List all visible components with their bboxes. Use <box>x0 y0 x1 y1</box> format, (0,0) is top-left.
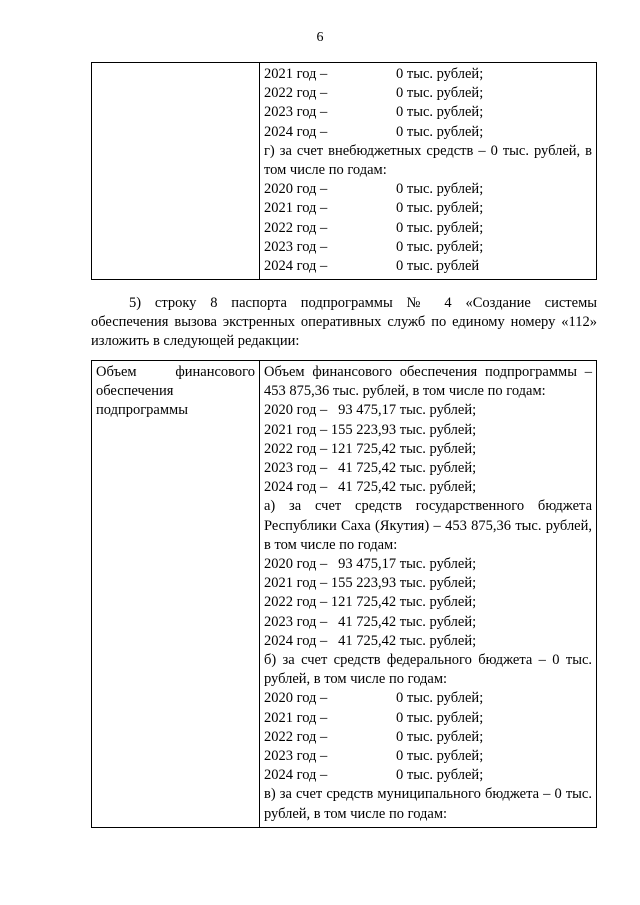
page-number: 6 <box>316 30 324 45</box>
municipal-budget-text: в) за счет средств муниципального бюджета – 0 тыс. рублей, в том числе по годам: <box>263 786 592 822</box>
amendment-paragraph <box>91 294 597 352</box>
extrabudget-sources-text: г) за счет внебюджетных средств – 0 тыс. рублей, в том числе по годам: <box>263 142 592 179</box>
year-line: 2020 год – 0 тыс. рублей; <box>263 690 484 707</box>
year-line: 2023 год – 0 тыс. рублей; <box>263 104 484 121</box>
passport-value-cell <box>259 361 596 828</box>
year-amount-line: 2023 год – 41 725,42 тыс. рублей; <box>263 613 477 630</box>
year-line: 2024 год – 0 тыс. рублей; <box>263 123 484 140</box>
year-line: 2021 год – 0 тыс. рублей; <box>263 66 484 82</box>
year-amount-line: 2024 год – 41 725,42 тыс. рублей; <box>263 632 477 649</box>
year-amount-line: 2022 год – 121 725,42 тыс. рублей; <box>263 440 477 457</box>
year-amount-line: 2022 год – 121 725,42 тыс. рублей; <box>263 594 477 611</box>
year-line: 2023 год – 0 тыс. рублей; <box>263 238 484 255</box>
label-line-1: Объем финансового <box>96 364 255 380</box>
label-line-2: обеспечения <box>96 383 174 400</box>
label-line-3: подпрограммы <box>96 402 188 419</box>
state-budget-text: а) за счет средств государственного бюджета Республики Саха (Якутия) – 453 875,36 тыс. рублей, в том числе по годам: <box>263 498 592 553</box>
year-line: 2020 год – 0 тыс. рублей; <box>263 181 484 198</box>
year-amount-line: 2021 год – 155 223,93 тыс. рублей; <box>263 421 477 438</box>
year-line: 2022 год – 0 тыс. рублей; <box>263 219 484 236</box>
paragraph-line-2: обеспечения вызова экстренных оперативных служб по единому номеру «112» <box>91 314 597 331</box>
passport-label-cell-empty <box>92 63 260 280</box>
passport-label-cell <box>92 361 260 828</box>
year-line: 2023 год – 0 тыс. рублей; <box>263 748 484 765</box>
paragraph-line-1: 5) строку 8 паспорта подпрограммы № 4 «Создание системы <box>129 295 597 311</box>
year-line: 2024 год – 0 тыс. рублей <box>263 258 480 275</box>
year-line: 2024 год – 0 тыс. рублей; <box>263 767 484 784</box>
year-amount-line: 2020 год – 93 475,17 тыс. рублей; <box>263 556 477 573</box>
paragraph-line-3: изложить в следующей редакции: <box>91 333 300 350</box>
year-amount-line: 2020 год – 93 475,17 тыс. рублей; <box>263 402 477 419</box>
passport-table-new-edition <box>91 360 597 828</box>
year-line: 2022 год – 0 тыс. рублей; <box>263 85 484 102</box>
financing-intro-text: Объем финансового обеспечения подпрограммы – 453 875,36 тыс. рублей, в том числе по годам: <box>263 364 592 400</box>
year-amount-line: 2021 год – 155 223,93 тыс. рублей; <box>263 575 477 592</box>
year-amount-line: 2023 год – 41 725,42 тыс. рублей; <box>263 460 477 477</box>
year-line: 2021 год – 0 тыс. рублей; <box>263 200 484 217</box>
federal-budget-text: б) за счет средств федерального бюджета – 0 тыс. рублей, в том числе по годам: <box>263 652 592 688</box>
year-line: 2021 год – 0 тыс. рублей; <box>263 709 484 726</box>
year-line: 2022 год – 0 тыс. рублей; <box>263 728 484 745</box>
year-amount-line: 2024 год – 41 725,42 тыс. рублей; <box>263 479 477 496</box>
passport-table-continued <box>91 62 597 280</box>
passport-value-cell <box>259 63 596 280</box>
